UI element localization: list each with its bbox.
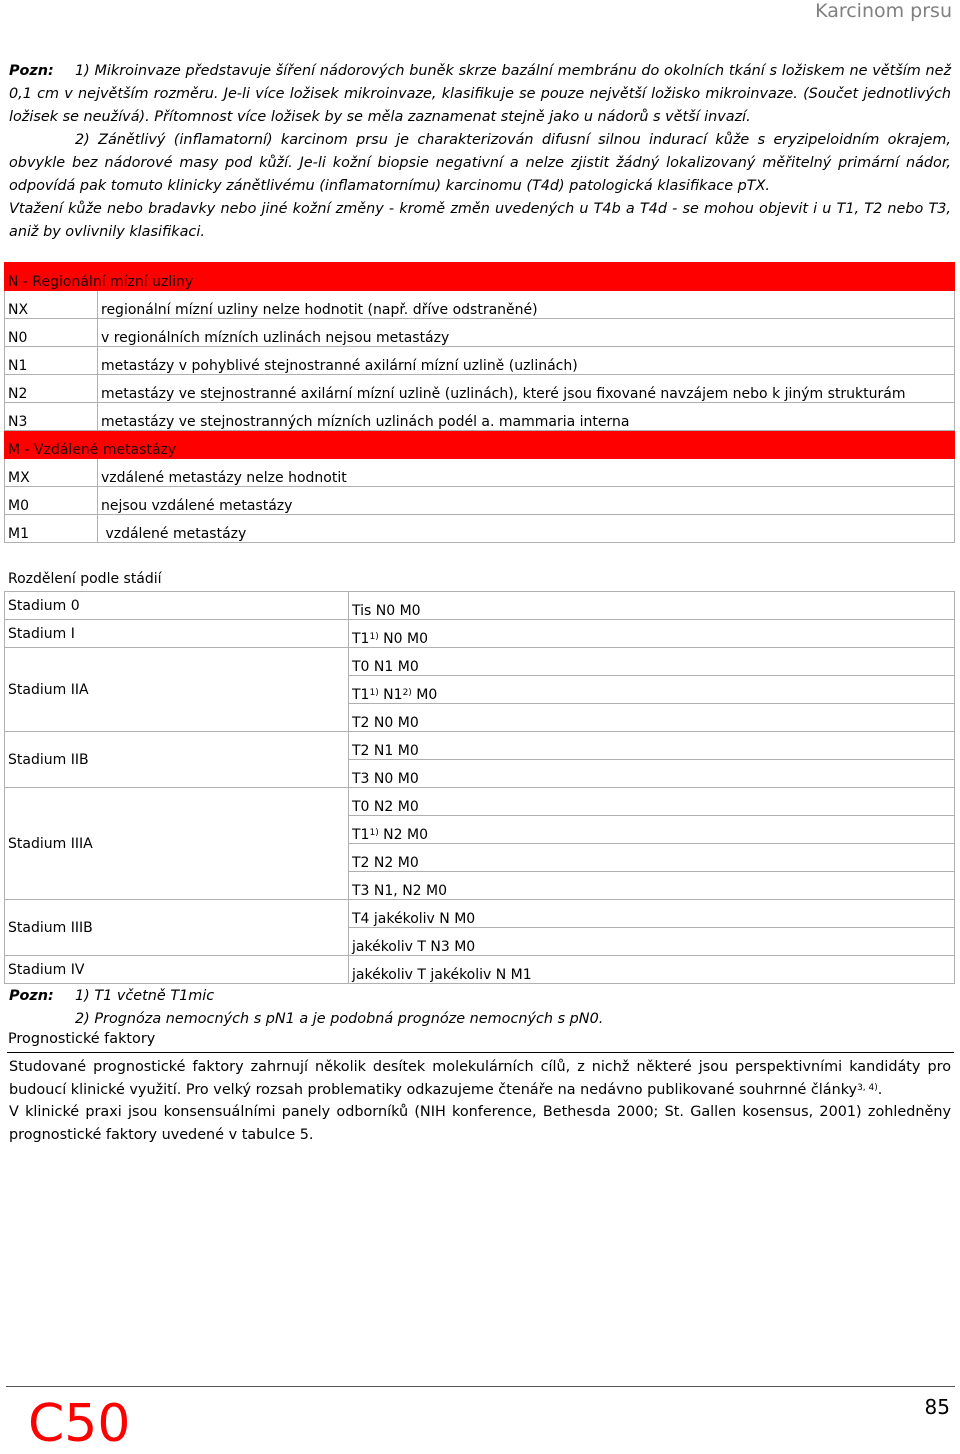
note-label: Pozn:: [9, 63, 54, 79]
n-heading: N - Regionální mízní uzliny: [5, 263, 955, 291]
table-row: N1 metastázy v pohyblivé stejnostranné axilární mízní uzlině (uzlinách): [5, 347, 955, 375]
divider: [7, 1052, 954, 1053]
prognostic-paragraph-2: V klinické praxi jsou konsensuálními panely odborníků (NIH konference, Bethesda 2000; St. Gallen kosensus, 2001) zohledněny prognostické faktory uvedené v tabulce 5.: [9, 1104, 951, 1143]
table-row: M0 nejsou vzdálené metastázy: [5, 487, 955, 515]
footer-divider: [6, 1386, 955, 1387]
prognostic-paragraph-1: Studované prognostické faktory zahrnují několik desítek molekulárních cílů, z nichž některé jsou perspektivními kandidáty pro budoucí klinické využití. Pro velký rozsah problematiky odkazujeme čtenáře na nedávno publikované souhrnné články$^{3, 4)}$.: [9, 1059, 951, 1098]
note-paragraph-1: [9, 60, 951, 129]
table-row: N3 metastázy ve stejnostranných mízních uzlinách podél a. mammaria interna: [5, 403, 955, 431]
nm-classification-table: [4, 262, 955, 543]
note-paragraph-2: 2) Zánětlivý (inflamatorní) karcinom prsu je charakterizován difusní silnou indurací kůže s eryzipeloidním okrajem, obvykle bez nádorové masy pod kůží. Je-li kožní biopsie negativní a nelze zjistit žádný lokalizovaný měřitelný primární nádor, odpovídá pak tomuto klinicky zánětlivému (inflamatornímu) karcinomu (T4d) patologická klasifikace pTX.: [9, 132, 951, 194]
footer-code: C50: [28, 1394, 131, 1454]
page-number: 85: [924, 1395, 950, 1419]
header-title: Karcinom prsu: [815, 0, 952, 22]
note-1-text: 1) Mikroinvaze představuje šíření nádorových buněk skrze bazální membránu do okolních tkání s ložiskem ne větším než 0,1 cm v největším rozměru. Je-li více ložisek mikroinvaze, klasifikuje se pouze největší ložisko mikroinvaze. (Součet jednotlivých ložisek se neužívá). Přítomnost více ložisek by se měla zaznamenat stejně jako u nádorů s větší invazí.: [9, 63, 951, 125]
table-row: N2 metastázy ve stejnostranné axilární mízní uzlině (uzlinách), které jsou fixované navzájem nebo k jiným strukturám: [5, 375, 955, 403]
table-row: M1 vzdálené metastázy: [5, 515, 955, 543]
note-paragraph-3: Vtažení kůže nebo bradavky nebo jiné kožní změny - kromě změn uvedených u T4b a T4d - se mohou objevit i u T1, T2 nebo T3, aniž by ovlivnily klasifikaci.: [9, 201, 951, 240]
table-row: MX vzdálené metastázy nelze hodnotit: [5, 459, 955, 487]
staging-table: Stadium 0 Tis N0 M0 Stadium I T1$^{1)}$ N0 M0 Stadium IIA T0 N1 M0 T1$^{1)}$ N1$^{2)}$ M0 T2 N0 M0 Stadium IIB T2 N1 M0 T3 N0 M0 Stadium IIIA T0 N2 M0 T1$^{1)}$ N2 M0 T2 N2 M0 T3 N1, N2 M0 Stadium IIIB T4 jakékoliv N M0 jakékoliv T N3 M0 Stadium IV jakékoliv T jakékoliv N M1: [4, 591, 955, 984]
table-row: NX regionální mízní uzliny nelze hodnotit (např. dříve odstraněné): [5, 291, 955, 319]
staging-notes: Pozn: 1) T1 včetně T1mic 2) Prognóza nemocných s pN1 a je podobná prognóze nemocných s pN0.: [9, 985, 603, 1031]
section-title: Prognostické faktory: [8, 1031, 156, 1047]
staging-caption: Rozdělení podle stádií: [8, 571, 162, 587]
note-label: Pozn:: [9, 988, 54, 1004]
table-row: N0 v regionálních mízních uzlinách nejsou metastázy: [5, 319, 955, 347]
m-heading: M - Vzdálené metastázy: [5, 431, 955, 459]
